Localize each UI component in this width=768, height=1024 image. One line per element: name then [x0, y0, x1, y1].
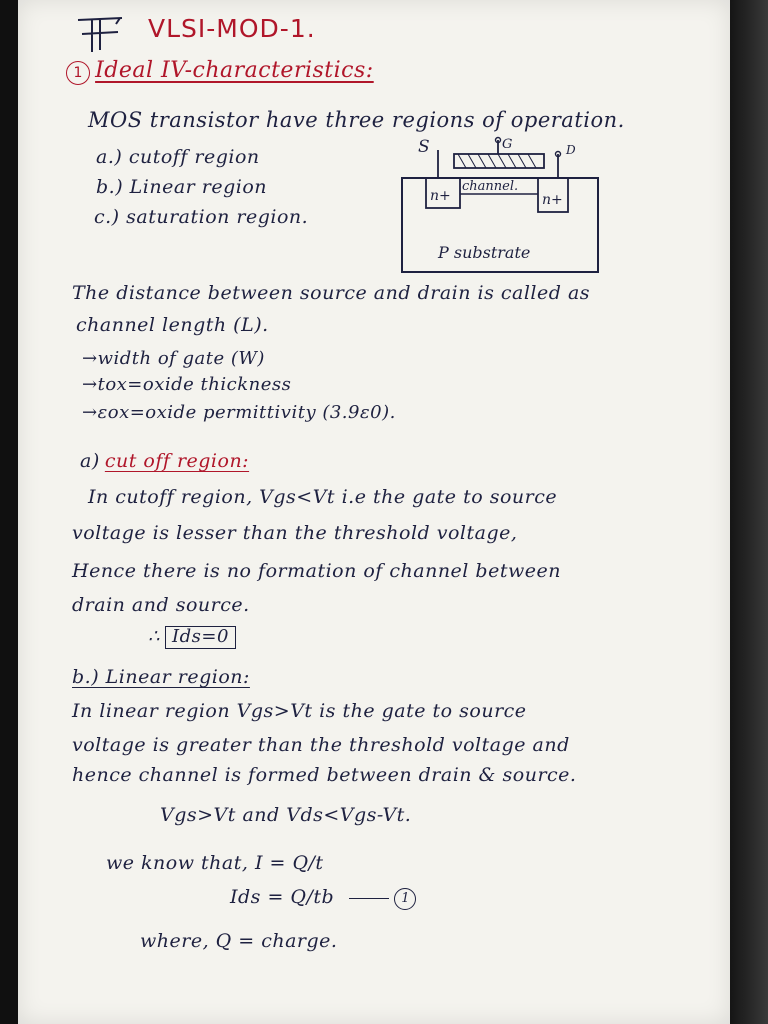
region-item-saturation: c.) saturation region. [94, 206, 309, 228]
definition-line-5: →εox=oxide permittivity (3.9ε0). [82, 402, 396, 423]
section-heading: Ideal IV-characteristics: [95, 58, 374, 83]
cutoff-line-2: voltage is lesser than the threshold voltage, [72, 522, 518, 544]
cutoff-line-4: drain and source. [72, 594, 250, 616]
intro-text: MOS transistor have three regions of operation. [88, 108, 625, 132]
region-item-cutoff: a.) cutoff region [96, 146, 260, 168]
cutoff-heading-text: cut off region: [104, 450, 250, 472]
region-item-linear: b.) Linear region [96, 176, 268, 198]
linear-line-2: voltage is greater than the threshold voltage and [72, 734, 570, 756]
cutoff-result [148, 626, 236, 649]
ids-equation [230, 886, 416, 910]
cutoff-heading [80, 450, 249, 472]
gate-label: G [502, 137, 513, 152]
pen-doodle-icon [72, 14, 132, 54]
definition-line-2: channel length (L). [76, 314, 269, 336]
linear-line-3: hence channel is formed between drain & source. [72, 764, 577, 786]
cutoff-line-3: Hence there is no formation of channel between [72, 560, 561, 582]
linear-line-1: In linear region Vgs>Vt is the gate to source [72, 700, 527, 722]
drain-label: D [566, 143, 576, 157]
mos-transistor-diagram [396, 136, 606, 276]
section-number-badge: 1 [66, 61, 90, 85]
channel-label: channel. [462, 179, 519, 194]
definition-line-1: The distance between source and drain is called as [72, 282, 591, 304]
where-line: where, Q = charge. [140, 930, 338, 952]
therefore-symbol: ∴ [148, 626, 160, 647]
heading-ideal-iv [66, 58, 374, 85]
linear-condition: Vgs>Vt and Vds<Vgs-Vt. [160, 804, 412, 826]
n-plus-right-label: n+ [542, 192, 563, 208]
cutoff-heading-prefix: a) [80, 450, 100, 472]
page-edge-shadow [730, 0, 768, 1024]
ids-zero-box: Ids=0 [165, 626, 236, 649]
cutoff-line-1: In cutoff region, Vgs<Vt i.e the gate to source [88, 486, 558, 508]
substrate-label: P substrate [438, 243, 531, 262]
equation-number-badge: 1 [394, 888, 416, 910]
n-plus-left-label: n+ [430, 188, 451, 204]
ids-equation-text: Ids = Q/tb [230, 886, 335, 908]
page-title: VLSI-MOD-1. [148, 14, 316, 43]
definition-line-3: →width of gate (W) [82, 348, 265, 369]
we-know-line: we know that, I = Q/t [106, 852, 324, 874]
definition-line-4: →tox=oxide thickness [82, 374, 292, 395]
linear-heading: b.) Linear region: [72, 666, 250, 688]
source-label: S [418, 137, 430, 157]
